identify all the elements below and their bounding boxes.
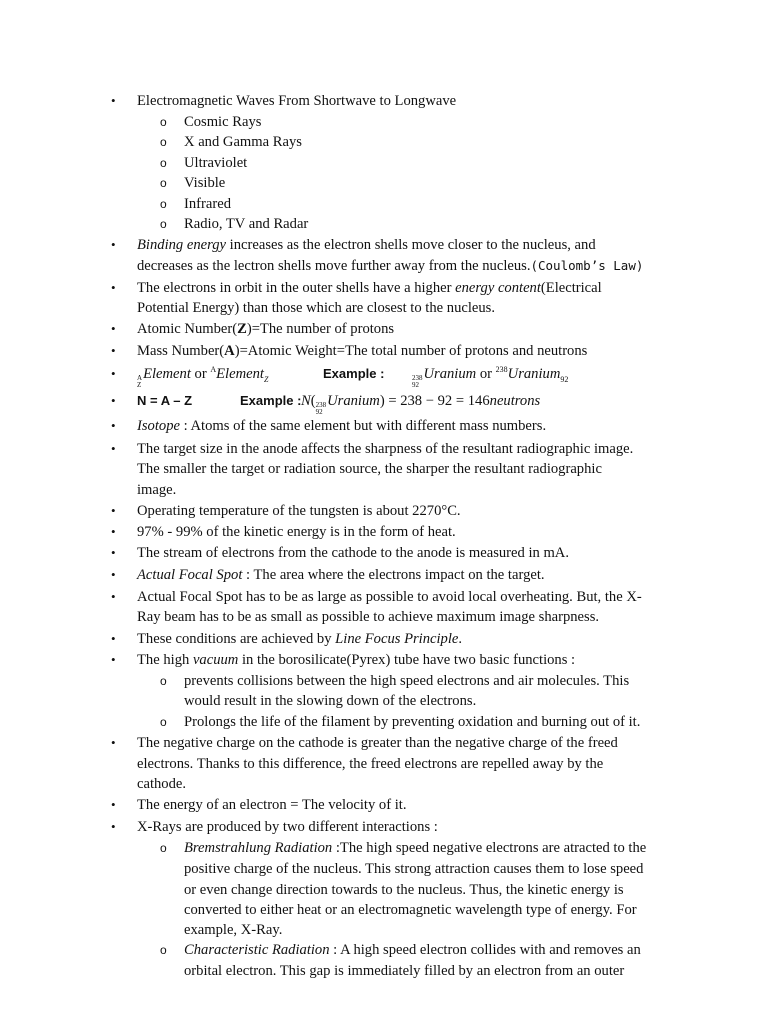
paragraph-line xyxy=(137,236,596,254)
paragraph-line xyxy=(137,630,462,648)
n-symbol: N xyxy=(301,393,311,409)
bullet-icon: • xyxy=(111,567,116,582)
bullet-icon: • xyxy=(111,503,116,518)
text: Mass Number( xyxy=(137,343,225,359)
em-wave-item: Cosmic Rays xyxy=(184,114,262,130)
text: These conditions are achieved by xyxy=(137,631,336,647)
bullet-icon: • xyxy=(111,366,116,381)
paragraph-line xyxy=(137,320,394,338)
or-word: or xyxy=(190,366,211,382)
atomic-index: 92 xyxy=(315,408,323,416)
paragraph-line: orbital electron. This gap is immediately filled by an electron from an outer xyxy=(184,963,625,979)
paragraph-line: example, X-Ray. xyxy=(184,922,283,938)
text: decreases as the lectron shells move further away from the nucleus. xyxy=(137,258,531,274)
paragraph-line: or even change direction towards to the nucleus. Thus, the kinetic energy is xyxy=(184,882,624,898)
term: Binding energy xyxy=(137,237,227,253)
element-word: Uranium xyxy=(327,393,380,409)
em-waves-title: Electromagnetic Waves From Shortwave to Longwave xyxy=(137,93,457,109)
em-wave-item: Radio, TV and Radar xyxy=(184,216,309,232)
paragraph-line xyxy=(137,257,643,275)
term: Characteristic Radiation xyxy=(184,942,330,958)
circle-bullet-icon: o xyxy=(160,715,167,729)
paragraph-line xyxy=(137,417,546,435)
paragraph-line: prevents collisions between the high speed electrons and air molecules. This xyxy=(184,673,630,689)
paragraph-line: 97% - 99% of the kinetic energy is in the form of heat. xyxy=(137,524,456,540)
paragraph-line: The stream of electrons from the cathode to the anode is measured in mA. xyxy=(137,545,569,561)
bullet-icon: • xyxy=(111,735,116,750)
bullet-icon: • xyxy=(111,652,116,667)
paragraph-line xyxy=(137,342,587,360)
paragraph-line: cathode. xyxy=(137,776,187,792)
paragraph-line xyxy=(137,279,602,297)
text: (Electrical xyxy=(540,280,602,296)
bullet-icon: • xyxy=(111,321,116,336)
law-reference: (Coulomb’s Law) xyxy=(530,258,644,273)
bullet-icon: • xyxy=(111,441,116,456)
paragraph-line: Actual Focal Spot has to be as large as possible to avoid local overheating. But, the X- xyxy=(137,589,642,605)
bullet-icon: • xyxy=(111,797,116,812)
element-word: Element xyxy=(216,366,264,382)
stacked-index xyxy=(316,402,327,416)
mass-index: A xyxy=(137,374,143,382)
em-wave-item: Infrared xyxy=(184,196,231,212)
or-word: or xyxy=(476,366,496,382)
term: vacuum xyxy=(192,652,239,668)
bullet-icon: • xyxy=(111,280,116,295)
paragraph-line: The energy of an electron = The velocity of it. xyxy=(137,797,407,813)
term: Line Focus Principle xyxy=(335,631,459,647)
paragraph-line: Potential Energy) than those which are closest to the nucleus. xyxy=(137,300,495,316)
term: Actual Focal Spot xyxy=(137,567,243,583)
text: : The area where the electrons impact on the target. xyxy=(242,567,545,583)
text: )=Atomic Weight=The total number of protons and neutrons xyxy=(234,343,588,359)
text: Atomic Number( xyxy=(137,321,238,337)
circle-bullet-icon: o xyxy=(160,176,167,190)
paragraph-line: converted to either heat or an electromagnetic wavelength type of energy. For xyxy=(184,902,637,918)
em-wave-item: Visible xyxy=(184,175,226,191)
circle-bullet-icon: o xyxy=(160,674,167,688)
mass-index: 238 xyxy=(495,365,508,375)
bullet-icon: • xyxy=(111,589,116,604)
paragraph-line xyxy=(137,651,575,669)
example-label: Example : xyxy=(323,366,385,381)
circle-bullet-icon: o xyxy=(160,115,167,129)
term: Bremstrahlung Radiation xyxy=(184,840,333,856)
paragraph-line: would result in the slowing down of the electrons. xyxy=(184,693,477,709)
circle-bullet-icon: o xyxy=(160,156,167,170)
paragraph-line xyxy=(184,839,646,857)
bullet-icon: • xyxy=(111,343,116,358)
text: . xyxy=(458,631,463,647)
atomic-index: Z xyxy=(263,374,269,384)
calculation: ) = 238 − 92 = 146 xyxy=(379,393,490,409)
term: energy content xyxy=(455,280,541,296)
term: Isotope xyxy=(137,418,180,434)
bullet-icon: • xyxy=(111,93,116,108)
paragraph-line: image. xyxy=(137,482,177,498)
stacked-index xyxy=(137,375,142,389)
mass-index: 238 xyxy=(315,401,327,409)
text: :The high speed negative electrons are atracted to the xyxy=(332,840,647,856)
text: : A high speed electron collides with and removes an xyxy=(329,942,641,958)
element-word: Uranium xyxy=(423,366,477,382)
paragraph-line: electrons. Thanks to this difference, the freed electrons are repelled away by the xyxy=(137,756,604,772)
text: in the borosilicate(Pyrex) tube have two basic functions : xyxy=(238,652,576,668)
bullet-icon: • xyxy=(111,393,116,408)
paragraph-line: The smaller the target or radiation source, the sharper the resultant radiographic xyxy=(137,461,602,477)
em-wave-item: Ultraviolet xyxy=(184,155,248,171)
text: The electrons in orbit in the outer shells have a higher xyxy=(137,280,456,296)
bullet-icon: • xyxy=(111,524,116,539)
atomic-index: 92 xyxy=(412,381,419,389)
text: The high xyxy=(137,652,193,668)
paragraph-line: positive charge of the nucleus. This strong attraction causes them to lose speed xyxy=(184,861,644,877)
paragraph-line: Prolongs the life of the filament by preventing oxidation and burning out of it. xyxy=(184,714,641,730)
circle-bullet-icon: o xyxy=(160,217,167,231)
example-label: Example : xyxy=(240,393,302,408)
mass-index: A xyxy=(210,365,217,375)
paragraph-line: The negative charge on the cathode is greater than the negative charge of the freed xyxy=(137,735,618,751)
atomic-index: Z xyxy=(137,381,142,389)
bullet-icon: • xyxy=(111,237,116,252)
notation-formula xyxy=(137,365,268,389)
stacked-index xyxy=(412,375,423,389)
text: increases as the electron shells move closer to the nucleus, and xyxy=(226,237,596,253)
paragraph-line: Operating temperature of the tungsten is about 2270°C. xyxy=(137,503,461,519)
circle-bullet-icon: o xyxy=(160,135,167,149)
symbol: A xyxy=(224,343,235,359)
symbol: Z xyxy=(237,321,247,337)
text: )=The number of protons xyxy=(246,321,395,337)
text: : Atoms of the same element but with different mass numbers. xyxy=(179,418,547,434)
paragraph-line xyxy=(184,941,641,959)
element-word: Uranium xyxy=(507,366,561,382)
paragraph-line xyxy=(137,566,545,584)
circle-bullet-icon: o xyxy=(160,943,167,957)
example-formula: N( 238 92 Uranium) = 238 − 92 = 146neutrons xyxy=(301,393,541,416)
mass-index: 238 xyxy=(412,374,423,382)
em-wave-item: X and Gamma Rays xyxy=(184,134,302,150)
paragraph-line: X-Rays are produced by two different interactions : xyxy=(137,819,438,835)
bullet-icon: • xyxy=(111,819,116,834)
bullet-icon: • xyxy=(111,418,116,433)
circle-bullet-icon: o xyxy=(160,197,167,211)
paragraph-line: Ray beam has to be as small as possible to achieve maximum image sharpness. xyxy=(137,609,600,625)
circle-bullet-icon: o xyxy=(160,841,167,855)
atomic-index: 92 xyxy=(560,374,569,384)
paragraph-line: The target size in the anode affects the sharpness of the resultant radiographic image. xyxy=(137,441,634,457)
bullet-icon: • xyxy=(111,631,116,646)
element-word: Element xyxy=(143,366,191,382)
neutron-formula: N = A – Z xyxy=(137,393,193,408)
example-formula xyxy=(412,365,568,389)
bullet-icon: • xyxy=(111,545,116,560)
unit: neutrons xyxy=(489,393,541,409)
